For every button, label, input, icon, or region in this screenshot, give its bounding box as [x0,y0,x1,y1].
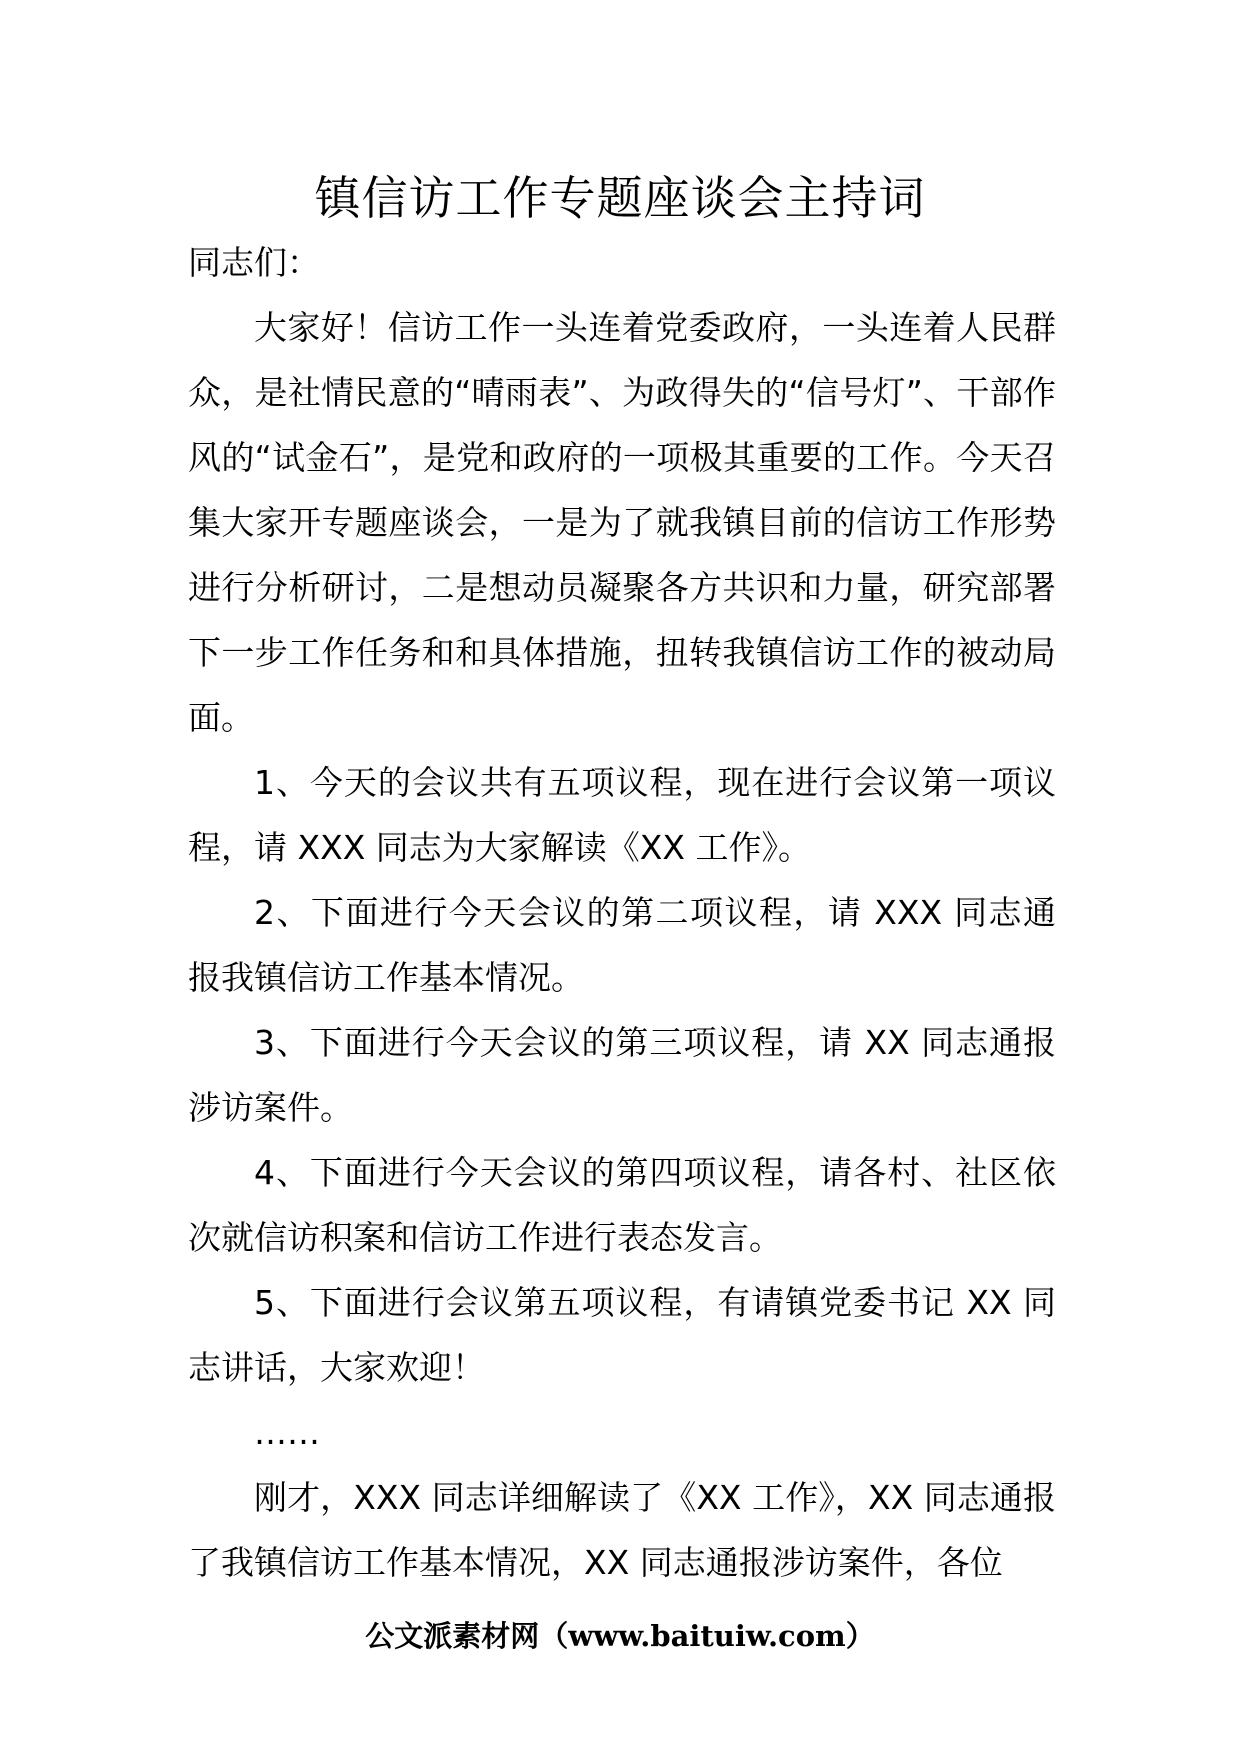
document-title: 镇信访工作专题座谈会主持词 [314,171,926,225]
footer-watermark: 公文派素材网（www.baituiw.com） [365,1619,875,1653]
document-body [188,230,1056,1595]
paragraph-agenda-1: 1、今天的会议共有五项议程，现在进行会议第一项议程，请 XXX 同志为大家解读《XX 工作》。 [188,763,1056,867]
salutation: 同志们： [188,243,320,282]
paragraph-opening: 大家好！信访工作一头连着党委政府，一头连着人民群众，是社情民意的“晴雨表”、为政得失的“信号灯”、干部作风的“试金石”，是党和政府的一项极其重要的工作。今天召集大家开专题座谈会，一是为了就我镇目前的信访工作形势进行分析研讨，二是想动员凝聚各方共识和力量，研究部署下一步工作任务和和具体措施，扭转我镇信访工作的被动局面。 [188,308,1056,737]
paragraph-agenda-2: 2、下面进行今天会议的第二项议程，请 XXX 同志通报我镇信访工作基本情况。 [188,893,1056,997]
paragraph-agenda-5: 5、下面进行会议第五项议程，有请镇党委书记 XX 同志讲话，大家欢迎！ [188,1283,1056,1387]
paragraph-agenda-3: 3、下面进行今天会议的第三项议程，请 XX 同志通报涉访案件。 [188,1023,1056,1127]
paragraph-ellipsis: …… [254,1413,320,1452]
paragraph-agenda-4: 4、下面进行今天会议的第四项议程，请各村、社区依次就信访积案和信访工作进行表态发言。 [188,1153,1056,1257]
paragraph-summary: 刚才，XXX 同志详细解读了《XX 工作》，XX 同志通报了我镇信访工作基本情况，XX 同志通报涉访案件，各位 [188,1478,1056,1582]
